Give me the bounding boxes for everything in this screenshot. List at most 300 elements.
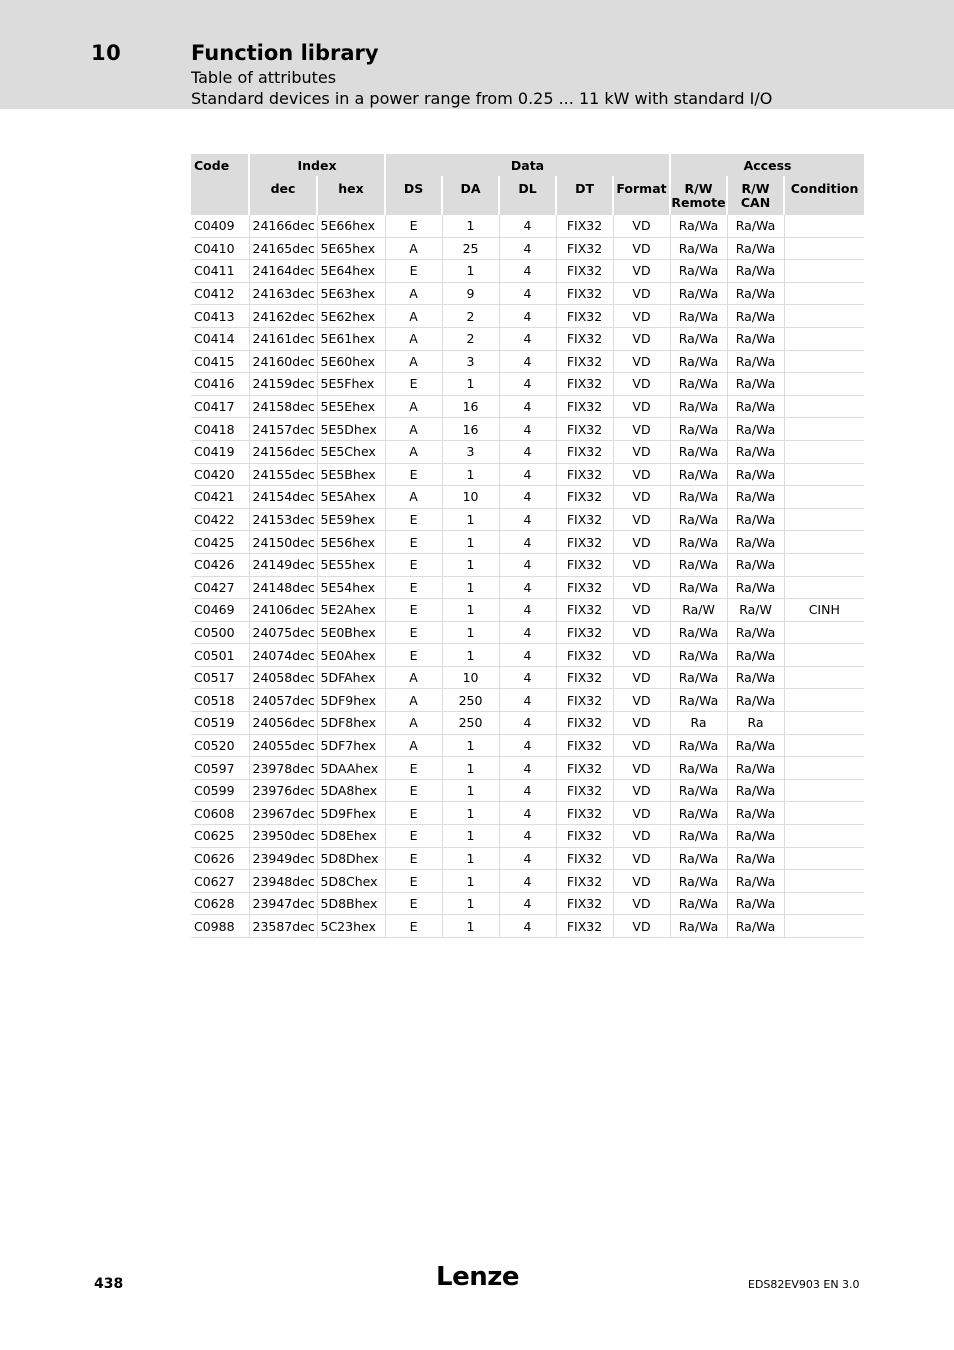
cell-ds: A: [385, 327, 442, 350]
cell-rw-can: Ra/Wa: [727, 373, 784, 396]
cell-condition: [784, 237, 864, 260]
cell-ds: A: [385, 282, 442, 305]
table-row: [191, 779, 864, 802]
cell-dec: 23950dec: [249, 825, 317, 848]
cell-dt: FIX32: [556, 553, 613, 576]
cell-da: 1: [442, 215, 499, 237]
header-data: Data: [385, 154, 670, 176]
cell-hex: 5E54hex: [317, 576, 385, 599]
cell-dt: FIX32: [556, 757, 613, 780]
cell-da: 2: [442, 327, 499, 350]
cell-dl: 4: [499, 599, 556, 622]
cell-ds: E: [385, 802, 442, 825]
cell-rw-remote: Ra/Wa: [670, 553, 727, 576]
cell-da: 3: [442, 440, 499, 463]
table-row: [191, 418, 864, 441]
cell-rw-can: Ra/Wa: [727, 621, 784, 644]
cell-format: VD: [613, 892, 670, 915]
table-row: [191, 734, 864, 757]
cell-format: VD: [613, 915, 670, 938]
cell-rw-remote: Ra/Wa: [670, 395, 727, 418]
table-row: [191, 621, 864, 644]
cell-dt: FIX32: [556, 825, 613, 848]
cell-code: C0988: [191, 915, 249, 938]
cell-ds: E: [385, 757, 442, 780]
cell-rw-can: Ra: [727, 712, 784, 735]
cell-da: 1: [442, 621, 499, 644]
cell-hex: 5E5Fhex: [317, 373, 385, 396]
cell-dl: 4: [499, 712, 556, 735]
cell-hex: 5E5Ahex: [317, 486, 385, 509]
header-dl: DL: [499, 176, 556, 215]
cell-rw-can: Ra/Wa: [727, 892, 784, 915]
cell-code: C0501: [191, 644, 249, 667]
cell-hex: 5E62hex: [317, 305, 385, 328]
cell-ds: E: [385, 644, 442, 667]
cell-dl: 4: [499, 260, 556, 283]
header-condition: Condition: [784, 176, 864, 215]
cell-da: 1: [442, 531, 499, 554]
cell-condition: [784, 440, 864, 463]
cell-dec: 24163dec: [249, 282, 317, 305]
table-row: [191, 508, 864, 531]
header-da: DA: [442, 176, 499, 215]
cell-dec: 24055dec: [249, 734, 317, 757]
cell-ds: A: [385, 350, 442, 373]
cell-da: 1: [442, 508, 499, 531]
cell-rw-can: Ra/Wa: [727, 418, 784, 441]
cell-dec: 24154dec: [249, 486, 317, 509]
cell-ds: E: [385, 825, 442, 848]
cell-condition: [784, 870, 864, 893]
header-index: Index: [249, 154, 385, 176]
cell-rw-remote: Ra/Wa: [670, 282, 727, 305]
cell-da: 250: [442, 689, 499, 712]
cell-dl: 4: [499, 644, 556, 667]
cell-format: VD: [613, 395, 670, 418]
cell-code: C0422: [191, 508, 249, 531]
cell-rw-remote: Ra/Wa: [670, 327, 727, 350]
cell-dt: FIX32: [556, 666, 613, 689]
cell-hex: 5E0Ahex: [317, 644, 385, 667]
cell-dl: 4: [499, 282, 556, 305]
cell-dt: FIX32: [556, 802, 613, 825]
cell-code: C0418: [191, 418, 249, 441]
cell-format: VD: [613, 282, 670, 305]
cell-ds: E: [385, 915, 442, 938]
header-dec: dec: [249, 176, 317, 215]
cell-hex: 5E66hex: [317, 215, 385, 237]
cell-ds: E: [385, 553, 442, 576]
cell-ds: E: [385, 373, 442, 396]
cell-dl: 4: [499, 395, 556, 418]
cell-rw-can: Ra/Wa: [727, 576, 784, 599]
cell-code: C0410: [191, 237, 249, 260]
cell-code: C0420: [191, 463, 249, 486]
cell-dec: 23976dec: [249, 779, 317, 802]
cell-da: 16: [442, 395, 499, 418]
cell-da: 1: [442, 734, 499, 757]
cell-da: 1: [442, 260, 499, 283]
cell-hex: 5E65hex: [317, 237, 385, 260]
cell-dt: FIX32: [556, 282, 613, 305]
cell-rw-remote: Ra: [670, 712, 727, 735]
cell-condition: [784, 825, 864, 848]
cell-rw-can: Ra/Wa: [727, 508, 784, 531]
cell-rw-remote: Ra/Wa: [670, 666, 727, 689]
cell-dt: FIX32: [556, 486, 613, 509]
cell-rw-can: Ra/Wa: [727, 531, 784, 554]
cell-condition: [784, 327, 864, 350]
cell-da: 1: [442, 576, 499, 599]
cell-rw-remote: Ra/Wa: [670, 779, 727, 802]
cell-ds: E: [385, 508, 442, 531]
cell-hex: 5E61hex: [317, 327, 385, 350]
cell-rw-can: Ra/Wa: [727, 282, 784, 305]
cell-hex: 5E0Bhex: [317, 621, 385, 644]
cell-format: VD: [613, 825, 670, 848]
cell-dl: 4: [499, 305, 556, 328]
cell-condition: [784, 712, 864, 735]
cell-dec: 24166dec: [249, 215, 317, 237]
cell-format: VD: [613, 757, 670, 780]
cell-dt: FIX32: [556, 463, 613, 486]
cell-hex: 5DA8hex: [317, 779, 385, 802]
table-row: [191, 870, 864, 893]
cell-dec: 23948dec: [249, 870, 317, 893]
table-row: [191, 892, 864, 915]
cell-dt: FIX32: [556, 215, 613, 237]
cell-rw-can: Ra/Wa: [727, 644, 784, 667]
cell-format: VD: [613, 327, 670, 350]
cell-hex: 5E59hex: [317, 508, 385, 531]
cell-code: C0425: [191, 531, 249, 554]
cell-dec: 23967dec: [249, 802, 317, 825]
cell-format: VD: [613, 215, 670, 237]
page-number: 438: [94, 1276, 124, 1292]
cell-ds: A: [385, 418, 442, 441]
cell-rw-remote: Ra/Wa: [670, 825, 727, 848]
cell-ds: A: [385, 486, 442, 509]
cell-dec: 24162dec: [249, 305, 317, 328]
cell-code: C0411: [191, 260, 249, 283]
cell-code: C0625: [191, 825, 249, 848]
cell-dl: 4: [499, 779, 556, 802]
cell-code: C0413: [191, 305, 249, 328]
cell-dec: 24149dec: [249, 553, 317, 576]
cell-rw-can: Ra/Wa: [727, 440, 784, 463]
cell-dt: FIX32: [556, 260, 613, 283]
cell-rw-can: Ra/Wa: [727, 215, 784, 237]
cell-dl: 4: [499, 734, 556, 757]
cell-format: VD: [613, 373, 670, 396]
cell-condition: [784, 531, 864, 554]
cell-rw-can: Ra/Wa: [727, 915, 784, 938]
cell-da: 1: [442, 847, 499, 870]
cell-da: 1: [442, 870, 499, 893]
section-subtitle: Table of attributes: [191, 68, 337, 87]
cell-dec: 24161dec: [249, 327, 317, 350]
cell-ds: E: [385, 576, 442, 599]
table-row: [191, 395, 864, 418]
table-row: [191, 576, 864, 599]
cell-rw-can: Ra/Wa: [727, 870, 784, 893]
cell-hex: 5E60hex: [317, 350, 385, 373]
cell-dec: 23947dec: [249, 892, 317, 915]
cell-condition: [784, 621, 864, 644]
cell-ds: A: [385, 734, 442, 757]
cell-dt: FIX32: [556, 689, 613, 712]
cell-ds: E: [385, 215, 442, 237]
cell-ds: A: [385, 689, 442, 712]
cell-da: 250: [442, 712, 499, 735]
cell-format: VD: [613, 418, 670, 441]
cell-hex: 5E5Bhex: [317, 463, 385, 486]
cell-condition: [784, 576, 864, 599]
cell-code: C0427: [191, 576, 249, 599]
header-rw-remote: R/W Remote: [670, 176, 727, 215]
cell-format: VD: [613, 870, 670, 893]
table-row: [191, 689, 864, 712]
cell-rw-remote: Ra/Wa: [670, 531, 727, 554]
cell-hex: 5E63hex: [317, 282, 385, 305]
table-row: [191, 802, 864, 825]
cell-format: VD: [613, 621, 670, 644]
cell-ds: E: [385, 599, 442, 622]
cell-code: C0599: [191, 779, 249, 802]
cell-rw-can: Ra/Wa: [727, 305, 784, 328]
header-hex: hex: [317, 176, 385, 215]
cell-rw-remote: Ra/Wa: [670, 802, 727, 825]
cell-dt: FIX32: [556, 350, 613, 373]
cell-dec: 24074dec: [249, 644, 317, 667]
table-row: [191, 712, 864, 735]
table-row: [191, 915, 864, 938]
cell-dl: 4: [499, 802, 556, 825]
cell-code: C0426: [191, 553, 249, 576]
cell-code: C0419: [191, 440, 249, 463]
cell-dl: 4: [499, 870, 556, 893]
cell-rw-can: Ra/Wa: [727, 486, 784, 509]
cell-dec: 23587dec: [249, 915, 317, 938]
cell-dl: 4: [499, 892, 556, 915]
cell-hex: 5E64hex: [317, 260, 385, 283]
header-ds: DS: [385, 176, 442, 215]
cell-rw-can: Ra/Wa: [727, 350, 784, 373]
cell-format: VD: [613, 734, 670, 757]
cell-ds: E: [385, 779, 442, 802]
table-row: [191, 666, 864, 689]
cell-code: C0519: [191, 712, 249, 735]
table-row: [191, 847, 864, 870]
cell-condition: [784, 802, 864, 825]
cell-hex: 5D8Dhex: [317, 847, 385, 870]
cell-condition: [784, 666, 864, 689]
cell-dec: 24056dec: [249, 712, 317, 735]
cell-hex: 5D9Fhex: [317, 802, 385, 825]
cell-rw-can: Ra/Wa: [727, 734, 784, 757]
cell-rw-remote: Ra/Wa: [670, 892, 727, 915]
table-row: [191, 305, 864, 328]
cell-rw-remote: Ra/Wa: [670, 757, 727, 780]
cell-rw-remote: Ra/Wa: [670, 305, 727, 328]
cell-dl: 4: [499, 350, 556, 373]
cell-rw-can: Ra/Wa: [727, 779, 784, 802]
cell-code: C0520: [191, 734, 249, 757]
cell-code: C0409: [191, 215, 249, 237]
cell-dt: FIX32: [556, 237, 613, 260]
cell-dt: FIX32: [556, 712, 613, 735]
cell-format: VD: [613, 779, 670, 802]
table-row: [191, 215, 864, 237]
cell-rw-can: Ra/Wa: [727, 553, 784, 576]
cell-hex: 5D8Bhex: [317, 892, 385, 915]
cell-dl: 4: [499, 486, 556, 509]
cell-dt: FIX32: [556, 915, 613, 938]
cell-code: C0518: [191, 689, 249, 712]
cell-condition: CINH: [784, 599, 864, 622]
table-body: [191, 215, 864, 938]
cell-dt: FIX32: [556, 779, 613, 802]
cell-code: C0627: [191, 870, 249, 893]
cell-rw-remote: Ra/Wa: [670, 418, 727, 441]
header-format: Format: [613, 176, 670, 215]
cell-condition: [784, 553, 864, 576]
cell-dec: 24160dec: [249, 350, 317, 373]
cell-format: VD: [613, 260, 670, 283]
cell-rw-can: Ra/Wa: [727, 260, 784, 283]
cell-da: 1: [442, 599, 499, 622]
cell-rw-remote: Ra/Wa: [670, 486, 727, 509]
cell-dec: 24157dec: [249, 418, 317, 441]
table-row: [191, 463, 864, 486]
cell-hex: 5E2Ahex: [317, 599, 385, 622]
cell-dl: 4: [499, 531, 556, 554]
cell-ds: A: [385, 440, 442, 463]
cell-dl: 4: [499, 237, 556, 260]
cell-code: C0414: [191, 327, 249, 350]
cell-rw-remote: Ra/Wa: [670, 260, 727, 283]
cell-dt: FIX32: [556, 531, 613, 554]
cell-format: VD: [613, 237, 670, 260]
table-row: [191, 553, 864, 576]
cell-condition: [784, 215, 864, 237]
cell-hex: 5E55hex: [317, 553, 385, 576]
cell-dt: FIX32: [556, 508, 613, 531]
cell-da: 1: [442, 802, 499, 825]
cell-da: 1: [442, 757, 499, 780]
header-access: Access: [670, 154, 864, 176]
cell-dl: 4: [499, 847, 556, 870]
table-row: [191, 599, 864, 622]
cell-da: 16: [442, 418, 499, 441]
cell-dec: 23949dec: [249, 847, 317, 870]
cell-hex: 5D8Chex: [317, 870, 385, 893]
chapter-title: Function library: [191, 41, 379, 65]
cell-code: C0628: [191, 892, 249, 915]
cell-rw-can: Ra/Wa: [727, 395, 784, 418]
cell-format: VD: [613, 440, 670, 463]
cell-code: C0412: [191, 282, 249, 305]
cell-rw-remote: Ra/Wa: [670, 237, 727, 260]
table-row: [191, 282, 864, 305]
cell-da: 1: [442, 825, 499, 848]
cell-condition: [784, 463, 864, 486]
cell-rw-can: Ra/Wa: [727, 237, 784, 260]
cell-dl: 4: [499, 553, 556, 576]
cell-dl: 4: [499, 576, 556, 599]
cell-rw-remote: Ra/Wa: [670, 215, 727, 237]
cell-dt: FIX32: [556, 576, 613, 599]
cell-dl: 4: [499, 825, 556, 848]
cell-code: C0421: [191, 486, 249, 509]
cell-da: 1: [442, 553, 499, 576]
cell-rw-remote: Ra/Wa: [670, 350, 727, 373]
cell-condition: [784, 508, 864, 531]
table-row: [191, 373, 864, 396]
cell-rw-can: Ra/Wa: [727, 847, 784, 870]
cell-rw-can: Ra/Wa: [727, 825, 784, 848]
cell-format: VD: [613, 576, 670, 599]
cell-dt: FIX32: [556, 373, 613, 396]
cell-hex: 5E5Chex: [317, 440, 385, 463]
cell-dec: 23978dec: [249, 757, 317, 780]
cell-hex: 5DFAhex: [317, 666, 385, 689]
cell-code: C0416: [191, 373, 249, 396]
cell-format: VD: [613, 666, 670, 689]
cell-condition: [784, 305, 864, 328]
cell-dec: 24075dec: [249, 621, 317, 644]
cell-format: VD: [613, 712, 670, 735]
cell-condition: [784, 282, 864, 305]
attributes-table: [191, 154, 864, 938]
cell-dec: 24158dec: [249, 395, 317, 418]
cell-dt: FIX32: [556, 621, 613, 644]
cell-rw-remote: Ra/Wa: [670, 508, 727, 531]
cell-dt: FIX32: [556, 892, 613, 915]
header-rw-can: R/W CAN: [727, 176, 784, 215]
cell-da: 1: [442, 892, 499, 915]
cell-code: C0417: [191, 395, 249, 418]
cell-rw-can: Ra/W: [727, 599, 784, 622]
table-row: [191, 531, 864, 554]
cell-rw-can: Ra/Wa: [727, 463, 784, 486]
cell-ds: E: [385, 892, 442, 915]
cell-dec: 24165dec: [249, 237, 317, 260]
cell-hex: 5DAAhex: [317, 757, 385, 780]
cell-da: 10: [442, 666, 499, 689]
cell-dt: FIX32: [556, 395, 613, 418]
cell-dt: FIX32: [556, 599, 613, 622]
cell-dec: 24159dec: [249, 373, 317, 396]
cell-dt: FIX32: [556, 644, 613, 667]
cell-dec: 24156dec: [249, 440, 317, 463]
cell-format: VD: [613, 847, 670, 870]
cell-da: 1: [442, 463, 499, 486]
cell-dl: 4: [499, 689, 556, 712]
cell-dl: 4: [499, 666, 556, 689]
table-row: [191, 327, 864, 350]
cell-dl: 4: [499, 915, 556, 938]
cell-condition: [784, 350, 864, 373]
cell-code: C0415: [191, 350, 249, 373]
cell-dec: 24058dec: [249, 666, 317, 689]
cell-ds: E: [385, 531, 442, 554]
cell-da: 9: [442, 282, 499, 305]
cell-rw-remote: Ra/Wa: [670, 915, 727, 938]
cell-code: C0469: [191, 599, 249, 622]
cell-dl: 4: [499, 440, 556, 463]
